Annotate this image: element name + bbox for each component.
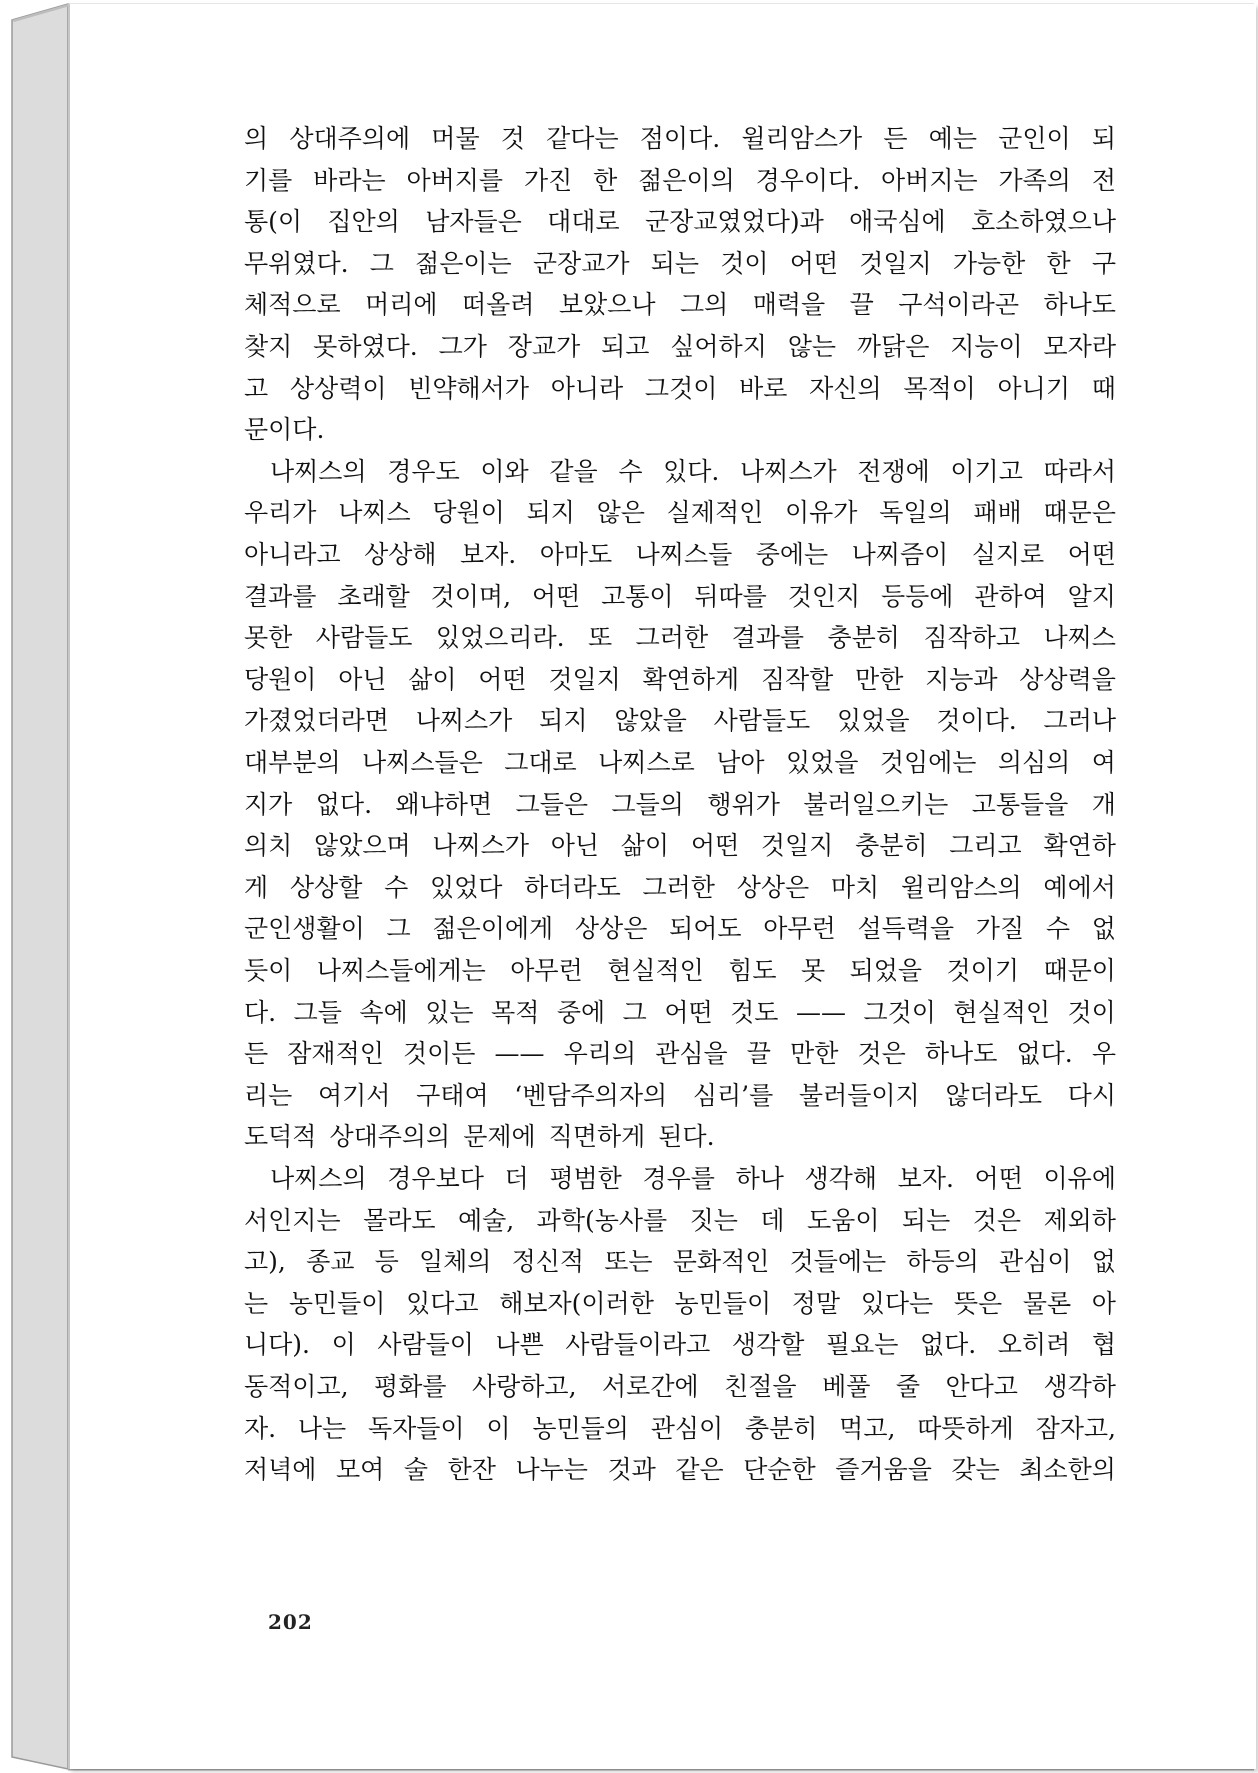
text-line: 는 농민들이 있다고 해보자(이러한 농민들이 정말 있다는 뜻은 물론 아 (244, 1288, 1116, 1318)
text-line: 서인지는 몰라도 예술, 과학(농사를 짓는 데 도움이 되는 것은 제외하 (244, 1205, 1116, 1235)
text-line: 고), 종교 등 일체의 정신적 또는 문화적인 것들에는 하등의 관심이 없 (244, 1247, 1116, 1277)
text-line: 문이다. (244, 415, 325, 445)
text-line: 기를 바라는 아버지를 가진 한 젊은이의 경우이다. 아버지는 가족의 전 (244, 165, 1116, 195)
text-line: 체적으로 머리에 떠올려 보았으나 그의 매력을 끌 구석이라곤 하나도 (244, 290, 1116, 320)
text-line: 자. 나는 독자들이 이 농민들의 관심이 충분히 먹고, 따뜻하게 잠자고, (244, 1413, 1116, 1443)
text-line: 찾지 못하였다. 그가 장교가 되고 싶어하지 않는 까닭은 지능이 모자라 (244, 332, 1116, 361)
text-line: 아니라고 상상해 보자. 아마도 나찌스들 중에는 나찌즘이 실지로 어떤 (244, 540, 1116, 569)
text-line: 저녁에 모여 술 한잔 나누는 것과 같은 단순한 즐거움을 갖는 최소한의 (244, 1455, 1116, 1485)
text-line: 지가 없다. 왜냐하면 그들은 그들의 행위가 불러일으키는 고통들을 개 (244, 789, 1116, 819)
text-line: 우리가 나찌스 당원이 되지 않은 실제적인 이유가 독일의 패배 때문은 (244, 498, 1116, 528)
text-line: 고 상상력이 빈약해서가 아니라 그것이 바로 자신의 목적이 아니기 때 (244, 373, 1116, 403)
text-line: 결과를 초래할 것이며, 어떤 고통이 뒤따를 것인지 등등에 관하여 알지 (244, 581, 1116, 611)
text-line: 게 상상할 수 있었다 하더라도 그러한 상상은 마치 윌리암스의 예에서 (244, 872, 1116, 902)
text-line: 통(이 집안의 남자들은 대대로 군장교였었다)과 애국심에 호소하였으나 (244, 207, 1116, 237)
text-line: 리는 여기서 구태여 ‘벤담주의자의 심리’를 불러들이지 않더라도 다시 (244, 1080, 1116, 1110)
text-line: 든 잠재적인 것이든 —— 우리의 관심을 끌 만한 것은 하나도 없다. 우 (244, 1039, 1116, 1069)
text-line: 동적이고, 평화를 사랑하고, 서로간에 친절을 베풀 줄 안다고 생각하 (244, 1372, 1116, 1401)
text-line: 다. 그들 속에 있는 목적 중에 그 어떤 것도 —— 그것이 현실적인 것이 (244, 997, 1116, 1027)
text-line: 무위였다. 그 젊은이는 군장교가 되는 것이 어떤 것일지 가능한 한 구 (244, 248, 1116, 278)
text-line: 대부분의 나찌스들은 그대로 나찌스로 남아 있었을 것임에는 의심의 여 (244, 748, 1116, 777)
text-line: 당원이 아닌 삶이 어떤 것일지 확연하게 짐작할 만한 지능과 상상력을 (244, 664, 1116, 694)
text-line: 나찌스의 경우보다 더 평범한 경우를 하나 생각해 보자. 어떤 이유에 (270, 1164, 1116, 1193)
text-line: 듯이 나찌스들에게는 아무런 현실적인 힘도 못 되었을 것이기 때문이 (244, 956, 1116, 985)
text-line: 니다). 이 사람들이 나쁜 사람들이라고 생각할 필요는 없다. 오히려 협 (244, 1330, 1116, 1360)
text-line: 의 상대주의에 머물 것 같다는 점이다. 윌리암스가 든 예는 군인이 되 (244, 124, 1116, 153)
page-number: 202 (268, 1610, 313, 1634)
text-line: 나찌스의 경우도 이와 같을 수 있다. 나찌스가 전쟁에 이기고 따라서 (270, 456, 1116, 486)
text-line: 군인생활이 그 젊은이에게 상상은 되어도 아무런 설득력을 가질 수 없 (244, 914, 1116, 944)
text-line: 도덕적 상대주의의 문제에 직면하게 된다. (244, 1122, 715, 1152)
text-line: 못한 사람들도 있었으리라. 또 그러한 결과를 충분히 짐작하고 나찌스 (244, 623, 1116, 653)
text-line: 의치 않았으며 나찌스가 아닌 삶이 어떤 것일지 충분히 그리고 확연하 (244, 831, 1116, 861)
text-line: 가졌었더라면 나찌스가 되지 않았을 사람들도 있었을 것이다. 그러나 (244, 706, 1116, 736)
